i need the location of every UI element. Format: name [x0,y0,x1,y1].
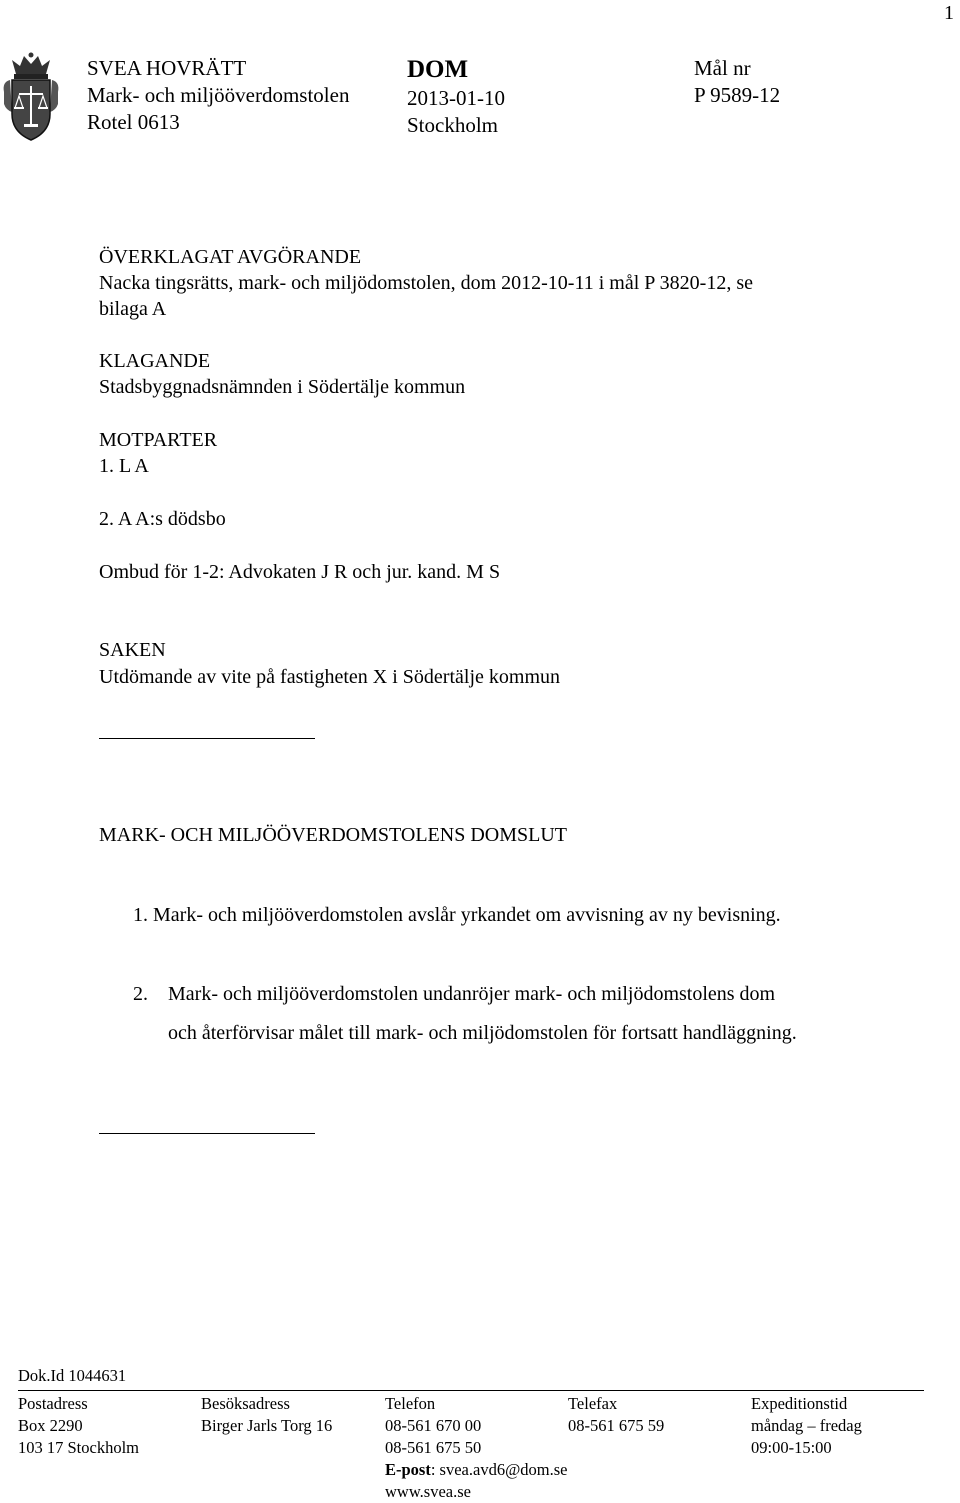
office-hours-time: 09:00-15:00 [751,1438,832,1457]
appealed-decision-line1: Nacka tingsrätts, mark- och miljödomstolen, dom 2012-10-11 i mål P 3820-12, se [99,272,753,294]
rotel: Rotel 0613 [87,110,180,134]
counterparty-2: 2. A A:s dödsbo [99,508,226,530]
document-id: Dok.Id 1044631 [18,1366,127,1385]
page-number: 1 [944,2,954,24]
case-number-label: Mål nr [694,56,751,80]
document-date: 2013-01-10 [407,86,505,110]
court-division: Mark- och miljööverdomstolen [87,83,350,107]
phone-line2: 08-561 675 50 [385,1438,482,1457]
matter-heading: SAKEN [99,639,166,661]
ruling-item-2-line2: och återförvisar målet till mark- och miljödomstolen för fortsatt handläggning. [168,1022,797,1044]
appellant: Stadsbyggnadsnämnden i Södertälje kommun [99,376,466,398]
ruling-heading: MARK- OCH MILJÖÖVERDOMSTOLENS DOMSLUT [99,824,567,846]
appellant-heading: KLAGANDE [99,350,211,372]
divider-bottom [99,1133,315,1134]
office-hours-days: måndag – fredag [751,1416,862,1435]
visiting-address-line1: Birger Jarls Torg 16 [201,1416,333,1435]
court-name: SVEA HOVRÄTT [87,56,247,80]
phone-line1: 08-561 670 00 [385,1416,482,1435]
email [385,1459,567,1481]
coat-of-arms-icon [2,52,60,144]
fax-label: Telefax [568,1394,618,1413]
phone-label: Telefon [385,1394,436,1413]
ruling-item-2-line1: Mark- och miljööverdomstolen undanröjer mark- och miljödomstolens dom [168,983,776,1005]
email-address[interactable]: : svea.avd6@dom.se [430,1460,568,1479]
document-type: DOM [407,56,469,83]
email-label: E-post [385,1460,431,1479]
counsel: Ombud för 1-2: Advokaten J R och jur. kand. M S [99,561,501,583]
matter: Utdömande av vite på fastigheten X i Södertälje kommun [99,666,560,688]
postal-address-label: Postadress [18,1394,88,1413]
visiting-address-label: Besöksadress [201,1394,290,1413]
counterparties-heading: MOTPARTER [99,429,218,451]
appealed-decision-line2: bilaga A [99,298,167,320]
divider-top [99,738,315,739]
postal-address-line1: Box 2290 [18,1416,83,1435]
counterparty-1: 1. L A [99,455,149,477]
postal-address-line2: 103 17 Stockholm [18,1438,140,1457]
ruling-item-2-number: 2. [133,983,148,1005]
case-number: P 9589-12 [694,83,781,107]
website-link[interactable]: www.svea.se [385,1482,471,1501]
document-city: Stockholm [407,113,499,137]
appealed-decision-heading: ÖVERKLAGAT AVGÖRANDE [99,246,362,268]
fax-line1: 08-561 675 59 [568,1416,665,1435]
office-hours-label: Expeditionstid [751,1394,848,1413]
ruling-item-1: 1. Mark- och miljööverdomstolen avslår yrkandet om avvisning av ny bevisning. [133,904,781,926]
footer-rule [18,1390,924,1391]
